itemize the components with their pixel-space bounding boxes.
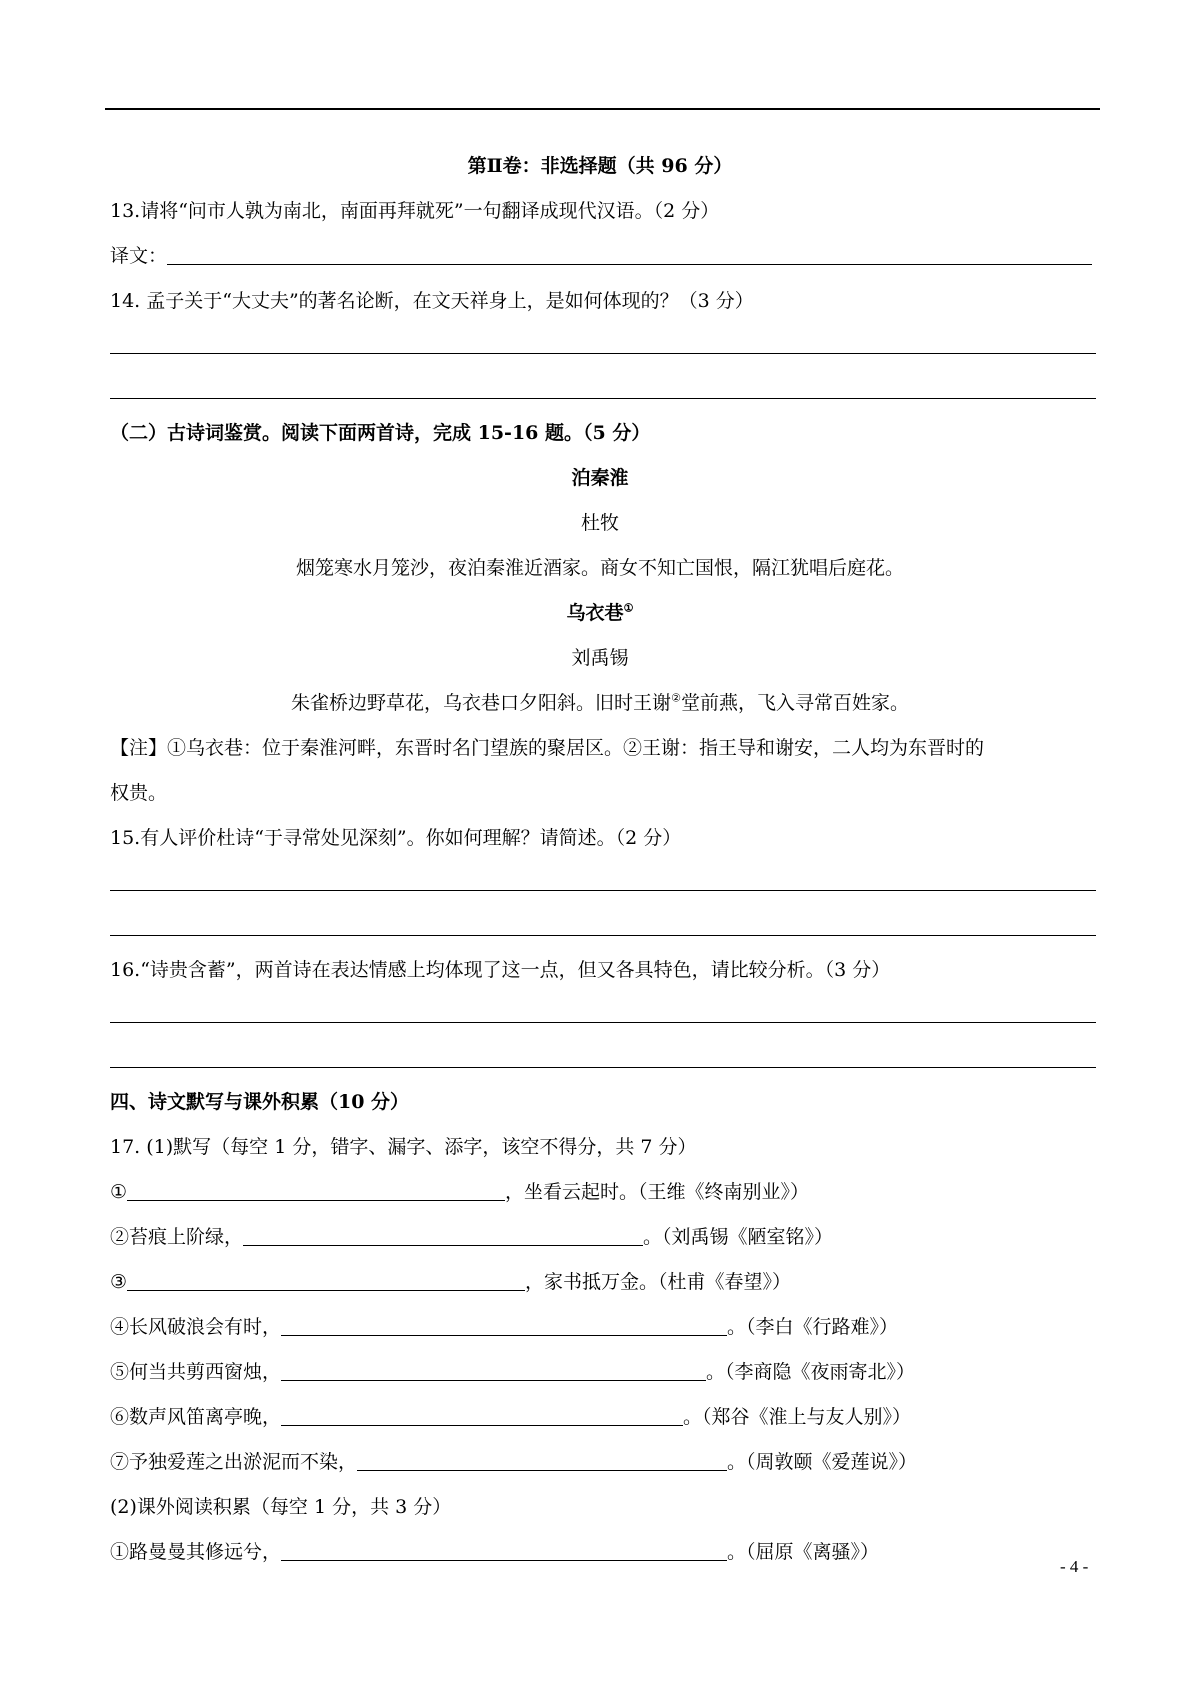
question-16: 16.“诗贵含蓄”，两首诗在表达情感上均体现了这一点，但又各具特色，请比较分析。（3 分） [110,959,891,981]
translation-row [110,243,1092,269]
recitation-item: ① ，坐看云起时。（王维《终南别业》） [110,1181,810,1203]
part4-heading: 四、诗文默写与课外积累（10 分） [110,1091,410,1113]
recitation-item: ③ ，家书抵万金。（杜甫《春望》） [110,1271,792,1293]
fill-blank[interactable] [281,1542,727,1561]
fill-blank[interactable] [357,1452,727,1471]
poem2-title: 乌衣巷① [566,601,634,624]
poem1-title: 泊秦淮 [571,467,629,489]
notes-line-1: 【注】①乌衣巷：位于秦淮河畔，东晋时名门望族的聚居区。②王谢：指王导和谢安，二人均为东晋时的 [110,737,985,759]
answer-line[interactable] [110,398,1096,399]
answer-line[interactable] [110,1022,1096,1023]
translation-label: 译文： [110,245,168,267]
answer-line[interactable] [110,353,1096,354]
page-number: - 4 - [1060,1557,1089,1576]
answer-line[interactable] [110,1067,1096,1068]
footnote-marker: ② [671,691,681,705]
recitation-item: ⑥数声风笛离亭晚， 。（郑谷《淮上与友人别》） [110,1406,912,1428]
reading-item: ①路曼曼其修远兮， 。（屈原《离骚》） [110,1541,880,1563]
question-15: 15.有人评价杜诗“于寻常处见深刻”。你如何理解？请简述。（2 分） [110,827,682,849]
question-13: 13.请将“问市人孰为南北，南面再拜就死”一句翻译成现代汉语。（2 分） [110,200,720,222]
question-14: 14. 孟子关于“大丈夫”的著名论断，在文天祥身上，是如何体现的？（3 分） [110,290,754,312]
header-rule [105,108,1100,110]
question-17-intro: 17. (1)默写（每空 1 分，错字、漏字、添字，该空不得分，共 7 分） [110,1136,697,1158]
poem2-author: 刘禹锡 [571,647,629,669]
fill-blank[interactable] [281,1362,706,1381]
fill-blank[interactable] [127,1182,505,1201]
fill-blank[interactable] [281,1407,683,1426]
notes-line-2: 权贵。 [110,782,168,804]
answer-line[interactable] [110,890,1096,891]
answer-line[interactable] [110,935,1096,936]
translation-blank[interactable] [167,246,1092,265]
poem1-text: 烟笼寒水月笼沙，夜泊秦淮近酒家。商女不知亡国恨，隔江犹唱后庭花。 [295,557,904,579]
recitation-item: ⑦予独爱莲之出淤泥而不染， 。（周敦颐《爱莲说》） [110,1451,918,1473]
fill-blank[interactable] [281,1317,727,1336]
recitation-item: ②苔痕上阶绿， 。（刘禹锡《陋室铭》） [110,1226,834,1248]
poem1-author: 杜牧 [580,512,619,534]
recitation-item: ④长风破浪会有时， 。（李白《行路难》） [110,1316,899,1338]
fill-blank[interactable] [127,1272,525,1291]
section-title: 第Ⅱ卷：非选择题（共 96 分） [467,155,733,177]
fill-blank[interactable] [243,1227,643,1246]
recitation-item: ⑤何当共剪西窗烛， 。（李商隐《夜雨寄北》） [110,1361,916,1383]
question-17-part2-intro: (2)课外阅读积累（每空 1 分，共 3 分） [110,1496,452,1518]
poem2-text: 朱雀桥边野草花，乌衣巷口夕阳斜。旧时王谢②堂前燕，飞入寻常百姓家。 [291,691,909,714]
footnote-marker: ① [623,601,634,615]
part2-heading: （二）古诗词鉴赏。阅读下面两首诗，完成 15-16 题。（5 分） [110,422,651,444]
